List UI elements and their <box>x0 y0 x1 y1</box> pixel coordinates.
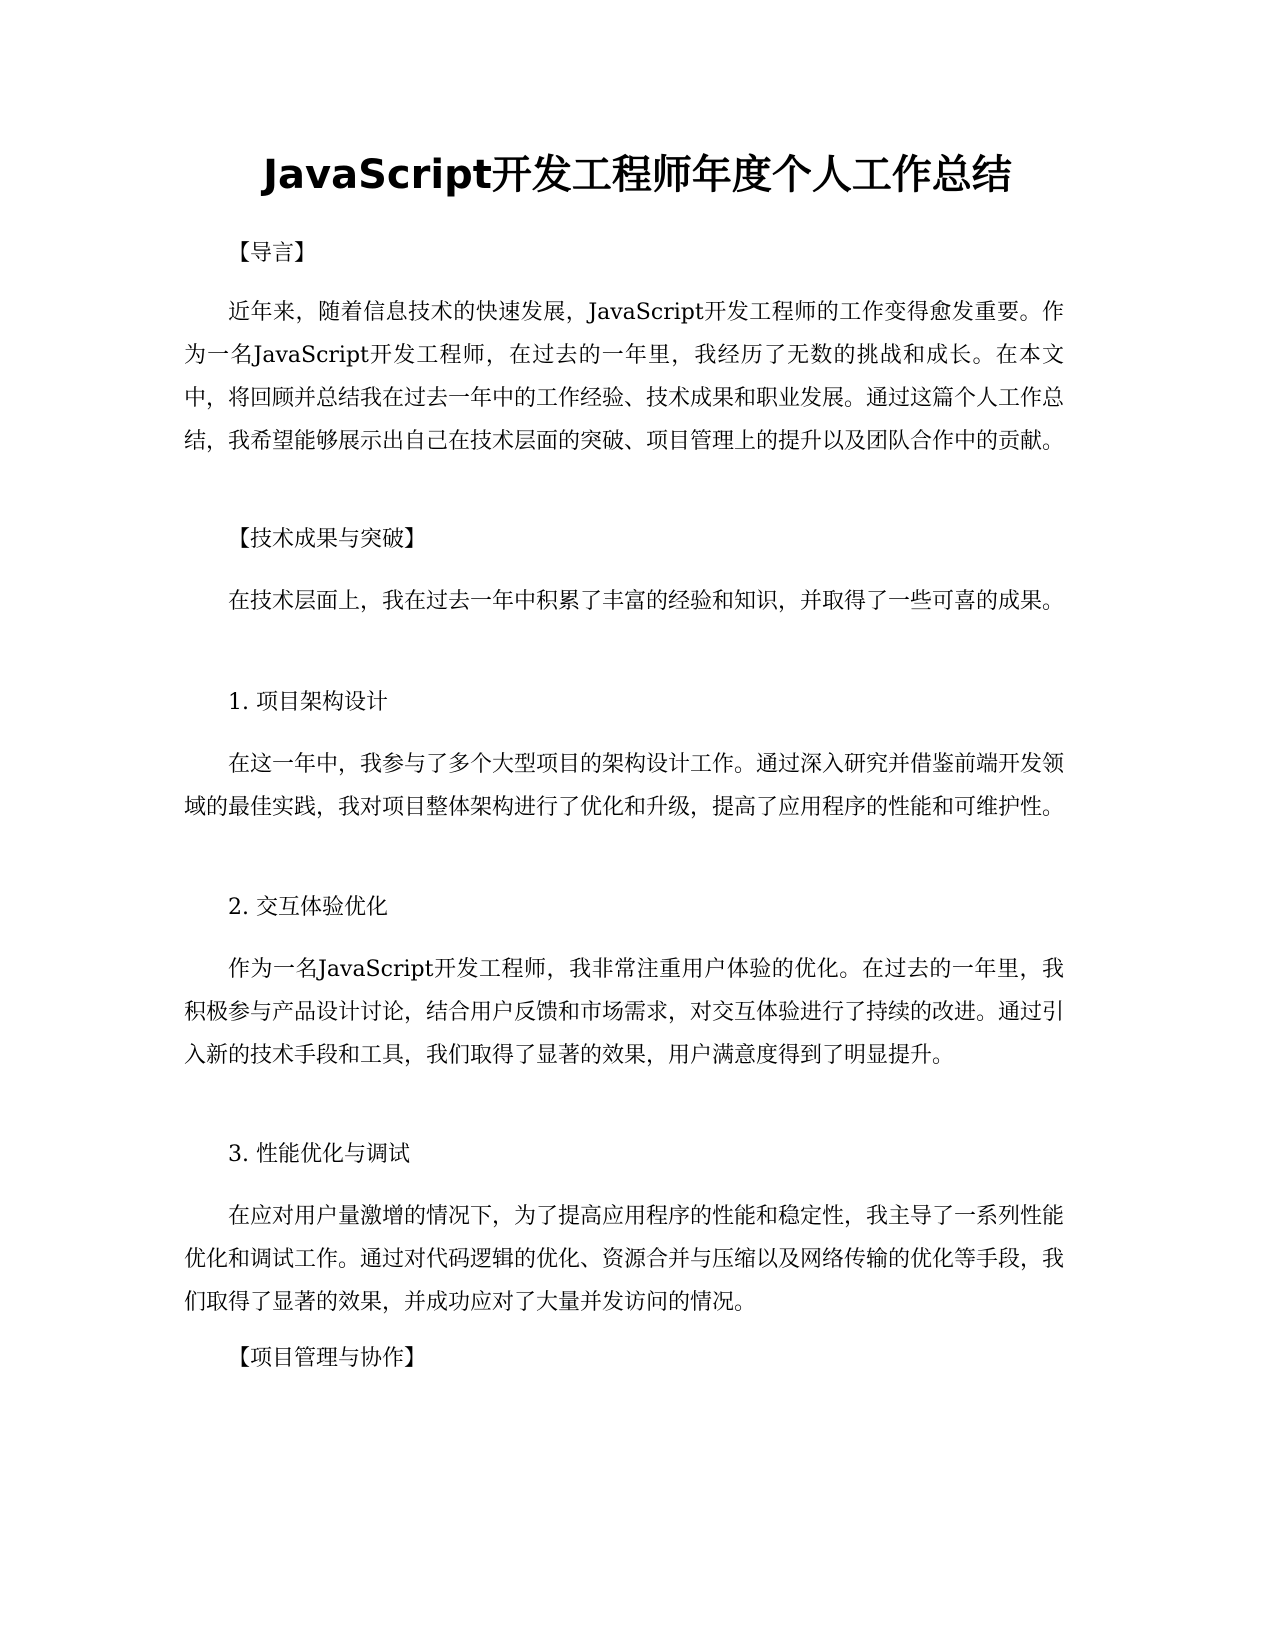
paragraph-tech-intro: 在技术层面上，我在过去一年中积累了丰富的经验和知识，并取得了一些可喜的成果。 <box>228 589 1065 614</box>
subheading-architecture: 1. 项目架构设计 <box>228 690 388 715</box>
paragraph-performance: 在应对用户量激增的情况下，为了提高应用程序的性能和稳定性，我主导了一系列性能优化和调试工作。通过对代码逻辑的优化、资源合并与压缩以及网络传输的优化等手段，我们取得了显著的效果，并成功应对了大量并发访问的情况。 <box>184 1204 1065 1315</box>
paragraph-interaction: 作为一名JavaScript开发工程师，我非常注重用户体验的优化。在过去的一年里，我积极参与产品设计讨论，结合用户反馈和市场需求，对交互体验进行了持续的改进。通过引入新的技术手段和工具，我们取得了显著的效果，用户满意度得到了明显提升。 <box>184 957 1065 1068</box>
paragraph-intro: 近年来，随着信息技术的快速发展，JavaScript开发工程师的工作变得愈发重要。作为一名JavaScript开发工程师，在过去的一年里，我经历了无数的挑战和成长。在本文中，将回顾并总结我在过去一年中的工作经验、技术成果和职业发展。通过这篇个人工作总结，我希望能够展示出自己在技术层面的突破、项目管理上的提升以及团队合作中的贡献。 <box>184 300 1065 454</box>
subheading-performance: 3. 性能优化与调试 <box>228 1142 410 1167</box>
subheading-interaction: 2. 交互体验优化 <box>228 895 388 920</box>
section-heading-intro: 【导言】 <box>228 241 317 266</box>
document-title: JavaScript开发工程师年度个人工作总结 <box>263 152 1012 198</box>
paragraph-architecture: 在这一年中，我参与了多个大型项目的架构设计工作。通过深入研究并借鉴前端开发领域的最佳实践，我对项目整体架构进行了优化和升级，提高了应用程序的性能和可维护性。 <box>184 752 1065 820</box>
section-heading-project-management: 【项目管理与协作】 <box>228 1346 427 1371</box>
section-heading-tech-achievements: 【技术成果与突破】 <box>228 527 427 552</box>
